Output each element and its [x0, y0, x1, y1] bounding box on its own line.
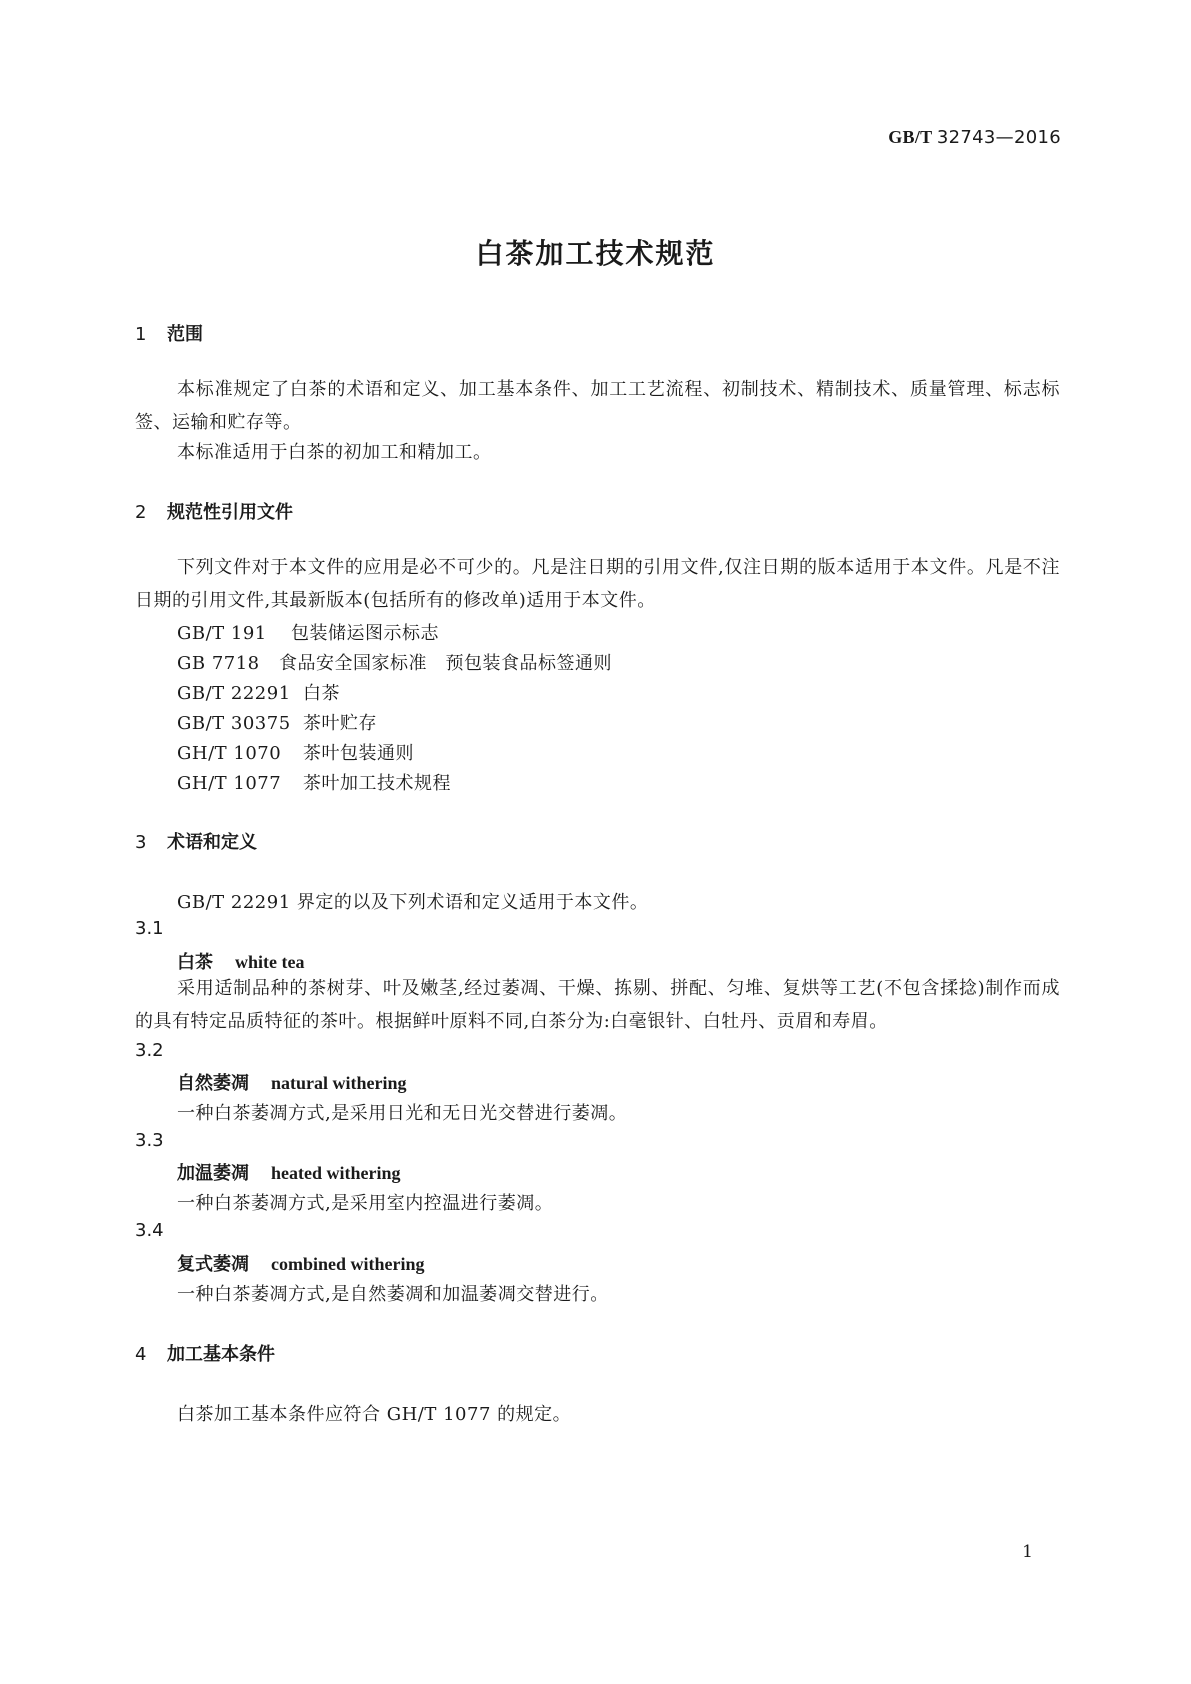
reference-code: GB/T 30375 — [177, 713, 291, 734]
reference-title: 白茶 — [303, 683, 340, 704]
term-heading — [177, 948, 304, 974]
reference-item — [177, 739, 414, 765]
section-number: 1 — [135, 324, 147, 345]
document-title: 白茶加工技术规范 — [475, 237, 716, 270]
term-chinese: 复式萎凋 — [177, 1254, 249, 1275]
reference-title: 茶叶加工技术规程 — [303, 773, 451, 794]
term-number: 3.3 — [135, 1130, 164, 1151]
reference-code: GH/T 1070 — [177, 743, 282, 764]
term-number: 3.4 — [135, 1220, 164, 1241]
section-2-heading — [135, 498, 293, 524]
term-english: combined withering — [271, 1254, 425, 1274]
term-definition: 一种白茶萎凋方式,是采用室内控温进行萎凋。 — [177, 1193, 554, 1214]
term-definition: 一种白茶萎凋方式,是自然萎凋和加温萎凋交替进行。 — [177, 1284, 609, 1305]
reference-title: 包装储运图示标志 — [291, 623, 439, 644]
term-number: 3.2 — [135, 1040, 164, 1061]
reference-item — [177, 769, 451, 795]
term-definition: 一种白茶萎凋方式,是采用日光和无日光交替进行萎凋。 — [177, 1103, 628, 1124]
reference-title: 茶叶包装通则 — [303, 743, 414, 764]
reference-title: 茶叶贮存 — [303, 713, 377, 734]
reference-title: 食品安全国家标准 预包装食品标签通则 — [279, 653, 612, 674]
page-number: 1 — [1022, 1542, 1033, 1562]
section-number: 3 — [135, 832, 147, 853]
term-heading — [177, 1159, 401, 1185]
section-3-intro: GB/T 22291 界定的以及下列术语和定义适用于本文件。 — [177, 892, 649, 913]
section-1-heading — [135, 320, 203, 346]
term-heading — [177, 1069, 407, 1095]
section-number: 4 — [135, 1344, 147, 1365]
reference-code: GB/T 22291 — [177, 683, 291, 704]
section-1-paragraph-1: 本标准规定了白茶的术语和定义、加工基本条件、加工工艺流程、初制技术、精制技术、质量管理、标志标签、运输和贮存等。 — [135, 379, 1060, 433]
standard-code-number: 32743—2016 — [936, 127, 1061, 148]
term-english: heated withering — [271, 1163, 401, 1183]
section-number: 2 — [135, 502, 147, 523]
section-title: 术语和定义 — [167, 832, 257, 853]
section-1-paragraph-2: 本标准适用于白茶的初加工和精加工。 — [177, 442, 492, 463]
section-4-heading — [135, 1340, 275, 1366]
reference-code: GH/T 1077 — [177, 773, 282, 794]
term-number: 3.1 — [135, 918, 164, 939]
term-english: natural withering — [271, 1073, 407, 1093]
section-4-paragraph-1: 白茶加工基本条件应符合 GH/T 1077 的规定。 — [177, 1404, 572, 1425]
term-heading — [177, 1250, 425, 1276]
section-title: 范围 — [167, 324, 203, 345]
reference-item — [177, 679, 340, 705]
term-definition: 采用适制品种的茶树芽、叶及嫩茎,经过萎凋、干燥、拣剔、拼配、匀堆、复烘等工艺(不包含揉捻)制作而成的具有特定品质特征的茶叶。根据鲜叶原料不同,白茶分为:白毫银针、白牡丹、贡眉和寿眉。 — [135, 978, 1060, 1032]
section-3-heading — [135, 828, 257, 854]
reference-item — [177, 649, 612, 675]
section-title: 加工基本条件 — [167, 1344, 275, 1365]
term-english: white tea — [235, 952, 305, 972]
reference-item — [177, 619, 439, 645]
reference-code: GB/T 191 — [177, 623, 267, 644]
standard-code-prefix: GB/T — [888, 127, 933, 147]
reference-item — [177, 709, 377, 735]
term-chinese: 白茶 — [177, 952, 213, 973]
section-title: 规范性引用文件 — [167, 502, 293, 523]
term-chinese: 加温萎凋 — [177, 1163, 249, 1184]
reference-code: GB 7718 — [177, 653, 260, 674]
standard-code — [888, 127, 1061, 148]
section-2-paragraph-1: 下列文件对于本文件的应用是必不可少的。凡是注日期的引用文件,仅注日期的版本适用于本文件。凡是不注日期的引用文件,其最新版本(包括所有的修改单)适用于本文件。 — [135, 557, 1060, 611]
term-chinese: 自然萎凋 — [177, 1073, 249, 1094]
